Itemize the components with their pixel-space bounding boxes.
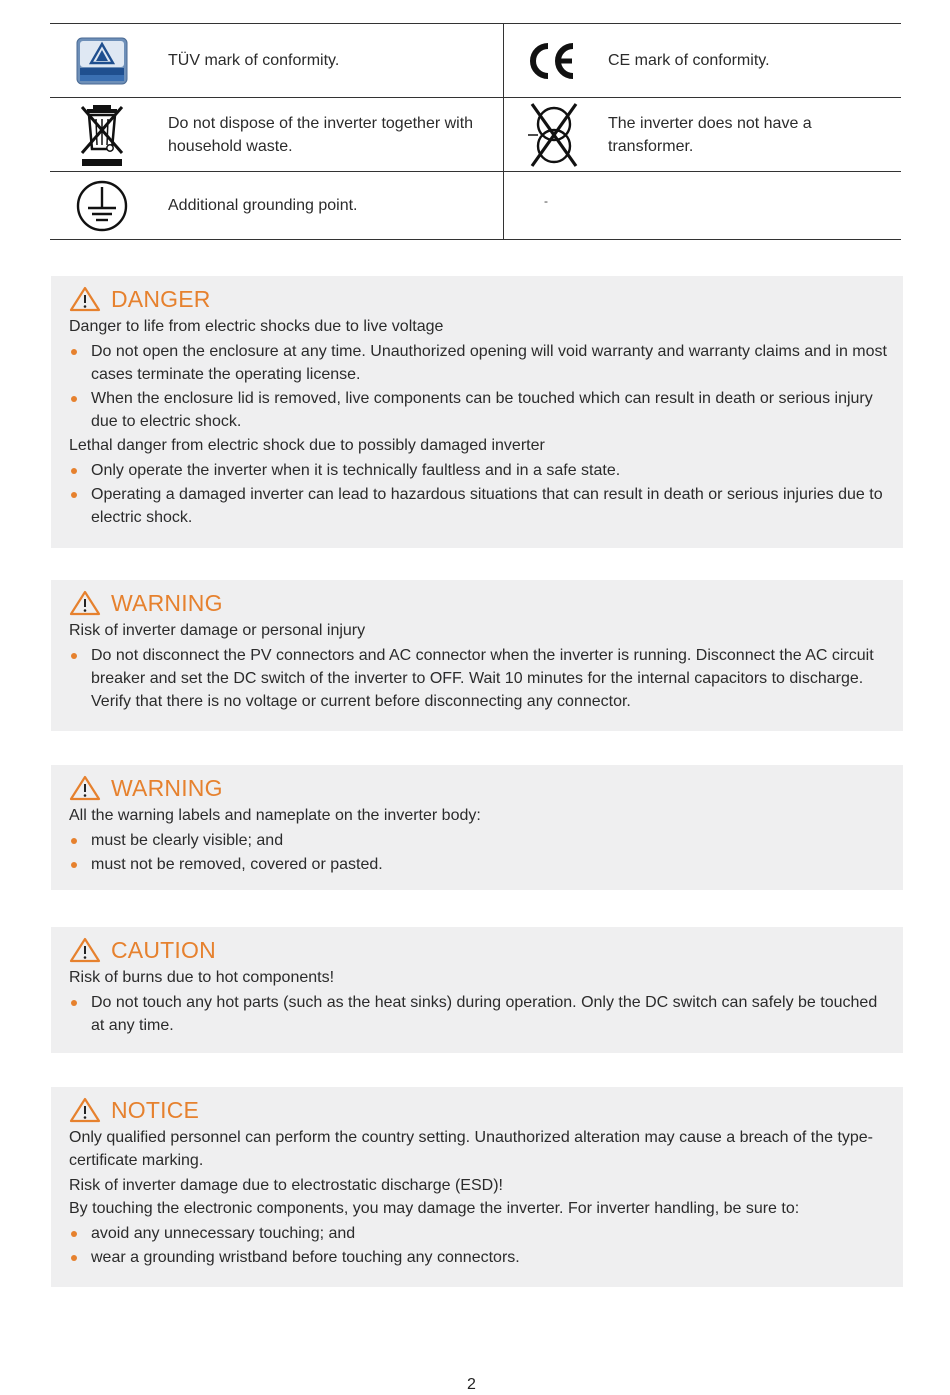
- box-title: WARNING: [111, 774, 223, 801]
- list-item-text: Only operate the inverter when it is technically faultless and in a safe state.: [91, 462, 621, 479]
- warning-box: [51, 580, 903, 731]
- box-title: NOTICE: [111, 1096, 200, 1123]
- box-header: [69, 590, 891, 616]
- list-item-text: must be clearly visible; and: [91, 832, 284, 849]
- list-item: [69, 644, 891, 713]
- box-intro: Danger to life from electric shocks due to live voltage: [69, 318, 444, 335]
- symbol-table: [50, 23, 901, 240]
- bullet-dot-icon: [71, 653, 77, 659]
- symbol-description: TÜV mark of conformity.: [168, 52, 340, 69]
- tuv-mark-icon: [50, 37, 154, 85]
- warning-triangle-icon: [69, 937, 101, 963]
- danger-box: [51, 276, 903, 548]
- box-header: [69, 775, 891, 801]
- bullet-dot-icon: [71, 468, 77, 474]
- list-item: [69, 829, 891, 852]
- warning-triangle-icon: [69, 775, 101, 801]
- bullet-dot-icon: [71, 862, 77, 868]
- empty-cell-dash: -: [544, 194, 548, 208]
- box-header: [69, 937, 891, 963]
- bullet-dot-icon: [71, 838, 77, 844]
- box-header: [69, 1097, 891, 1123]
- warning-box: [51, 765, 903, 890]
- symbol-cell: [50, 98, 504, 171]
- list-item-text: Operating a damaged inverter can lead to hazardous situations that can result in death or serious injuries due to electric shock.: [91, 486, 883, 526]
- bullet-dot-icon: [71, 1000, 77, 1006]
- bullet-dot-icon: [71, 396, 77, 402]
- box-header: [69, 286, 891, 312]
- list-item: [69, 340, 891, 386]
- list-item: [69, 483, 891, 529]
- list-item-text: avoid any unnecessary touching; and: [91, 1225, 356, 1242]
- symbol-cell: [50, 24, 504, 97]
- bullet-list: [69, 1222, 891, 1269]
- box-intro: Lethal danger from electric shock due to possibly damaged inverter: [69, 437, 545, 454]
- bullet-list: [69, 459, 891, 529]
- list-item: [69, 387, 891, 433]
- bullet-dot-icon: [71, 1255, 77, 1261]
- list-item-text: wear a grounding wristband before touching any connectors.: [91, 1249, 520, 1266]
- caution-box: [51, 927, 903, 1053]
- symbol-description: Do not dispose of the inverter together with household waste.: [168, 114, 474, 155]
- box-title: WARNING: [111, 589, 223, 616]
- symbol-row: [50, 24, 901, 98]
- symbol-description: Additional grounding point.: [168, 197, 358, 214]
- bullet-list: [69, 991, 891, 1037]
- box-paragraph: Only qualified personnel can perform the country setting. Unauthorized alteration may cause a breach of the type-certificate marking.: [69, 1129, 874, 1169]
- transformer-crossed-icon: [504, 102, 604, 168]
- warning-triangle-icon: [69, 1097, 101, 1123]
- notice-box: [51, 1087, 903, 1287]
- list-item-text: Do not touch any hot parts (such as the heat sinks) during operation. Only the DC switch can safely be touched at any time.: [91, 994, 878, 1034]
- list-item: [69, 1246, 891, 1269]
- bullet-dot-icon: [71, 349, 77, 355]
- page-number: 2: [467, 1376, 476, 1393]
- list-item-text: When the enclosure lid is removed, live components can be touched which can result in death or serious injury due to electric shock.: [91, 390, 873, 430]
- box-paragraph: By touching the electronic components, you may damage the inverter. For inverter handling, be sure to:: [69, 1200, 800, 1217]
- box-title: CAUTION: [111, 936, 216, 963]
- symbol-cell-empty: [504, 172, 901, 239]
- bullet-list: [69, 340, 891, 433]
- symbol-cell: [50, 172, 504, 239]
- list-item: [69, 1222, 891, 1245]
- box-paragraph: Risk of inverter damage due to electrostatic discharge (ESD)!: [69, 1177, 503, 1194]
- box-intro: Risk of inverter damage or personal injury: [69, 622, 366, 639]
- bullet-list: [69, 644, 891, 713]
- list-item-text: must not be removed, covered or pasted.: [91, 856, 383, 873]
- list-item: [69, 853, 891, 876]
- grounding-icon: [50, 180, 154, 232]
- list-item: [69, 991, 891, 1037]
- ce-mark-icon: [504, 42, 604, 80]
- bullet-dot-icon: [71, 492, 77, 498]
- list-item-text: Do not open the enclosure at any time. Unauthorized opening will void warranty and warranty claims and in most cases terminate the operating license.: [91, 343, 887, 383]
- box-intro: Risk of burns due to hot components!: [69, 969, 335, 986]
- symbol-cell: [504, 98, 901, 171]
- symbol-row: [50, 172, 901, 240]
- list-item: [69, 459, 891, 482]
- waste-bin-crossed-icon: [50, 103, 154, 167]
- bullet-dot-icon: [71, 1231, 77, 1237]
- box-intro: All the warning labels and nameplate on the inverter body:: [69, 807, 481, 824]
- warning-triangle-icon: [69, 590, 101, 616]
- symbol-row: [50, 98, 901, 172]
- warning-triangle-icon: [69, 286, 101, 312]
- bullet-list: [69, 829, 891, 876]
- symbol-description: CE mark of conformity.: [608, 52, 770, 69]
- symbol-description: The inverter does not have a transformer.: [608, 114, 812, 155]
- box-title: DANGER: [111, 285, 211, 312]
- symbol-cell: [504, 24, 901, 97]
- list-item-text: Do not disconnect the PV connectors and AC connector when the inverter is running. Disconnect the AC circuit breaker and set the DC switch of the inverter to OFF. Wait 10 minutes for the internal capacitors to discharge. Verify that there is no voltage or current before disconnecting any connector.: [91, 647, 874, 710]
